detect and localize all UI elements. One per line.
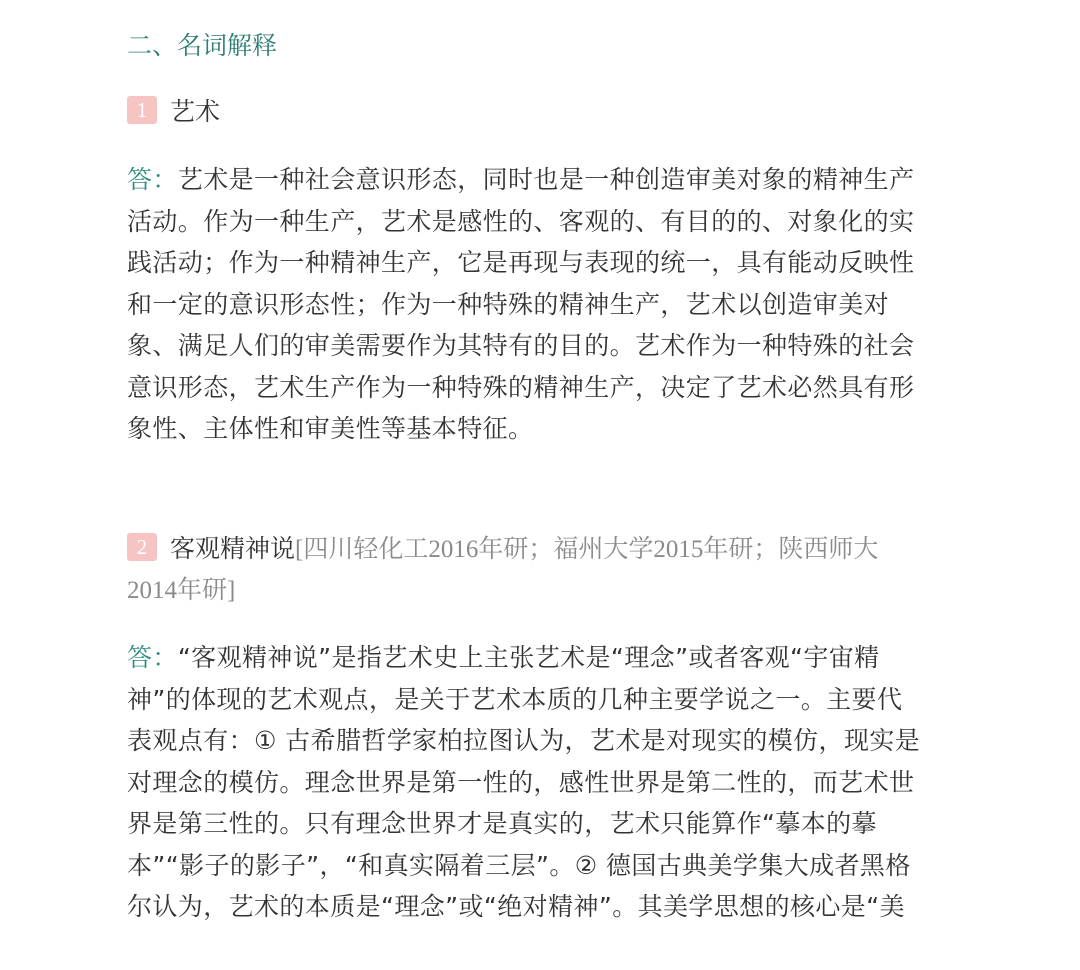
- term-source-continued: 2014年研]: [127, 577, 236, 604]
- term-heading-1: [127, 91, 957, 132]
- answer-line: 对理念的模仿。理念世界是第一性的，感性世界是第二性的，而艺术世: [127, 767, 915, 797]
- answer-line: [127, 637, 957, 679]
- answer-line: 象性、主体性和审美性等基本特征。: [127, 414, 534, 443]
- answer-line: 践活动；作为一种精神生产，它是再现与表现的统一，具有能动反映性: [127, 248, 915, 277]
- answer-line: 神”的体现的艺术观点，是关于艺术本质的几种主要学说之一。主要代: [127, 684, 903, 714]
- answer-text: 艺术是一种社会意识形态，同时也是一种创造审美对象的精神生产: [177, 165, 915, 194]
- section-heading: 二、名词解释: [127, 31, 278, 60]
- answer-line: 界是第三性的。只有理念世界才是真实的，艺术只能算作“摹本的摹: [127, 809, 877, 838]
- answer-label: 答：: [127, 643, 178, 672]
- answer-line: 活动。作为一种生产，艺术是感性的、客观的、有目的的、对象化的实: [127, 206, 915, 236]
- answer-line: 尔认为，艺术的本质是“理念”或“绝对精神”。其美学思想的核心是“美: [127, 892, 905, 921]
- answer-block-2: [127, 637, 957, 928]
- answer-line: 意识形态，艺术生产作为一种特殊的精神生产，决定了艺术必然具有形: [127, 372, 915, 402]
- term-name: 艺术: [170, 97, 221, 126]
- term-name: 客观精神说: [170, 534, 296, 563]
- term-source: [四川轻化工2016年研；福州大学2015年研；陕西师大: [295, 536, 879, 563]
- answer-label: 答：: [127, 165, 178, 194]
- term-heading-line: [127, 528, 957, 570]
- answer-line: 和一定的意识形态性；作为一种特殊的精神生产，艺术以创造审美对: [127, 289, 890, 319]
- answer-line: 表观点有：① 古希腊哲学家柏拉图认为，艺术是对现实的模仿，现实是: [127, 726, 921, 755]
- term-heading-2: [127, 528, 957, 611]
- answer-line: [127, 159, 957, 201]
- answer-text: “客观精神说”是指艺术史上主张艺术是“理念”或者客观“宇宙精: [177, 643, 880, 672]
- answer-line: 本”“影子的影子”，“和真实隔着三层”。② 德国古典美学集大成者黑格: [127, 850, 911, 880]
- answer-line: 象、满足人们的审美需要作为其特有的目的。艺术作为一种特殊的社会: [127, 331, 915, 360]
- term-number-badge: 1: [127, 96, 157, 124]
- term-number-badge: 2: [127, 533, 157, 561]
- answer-block-1: [127, 159, 957, 450]
